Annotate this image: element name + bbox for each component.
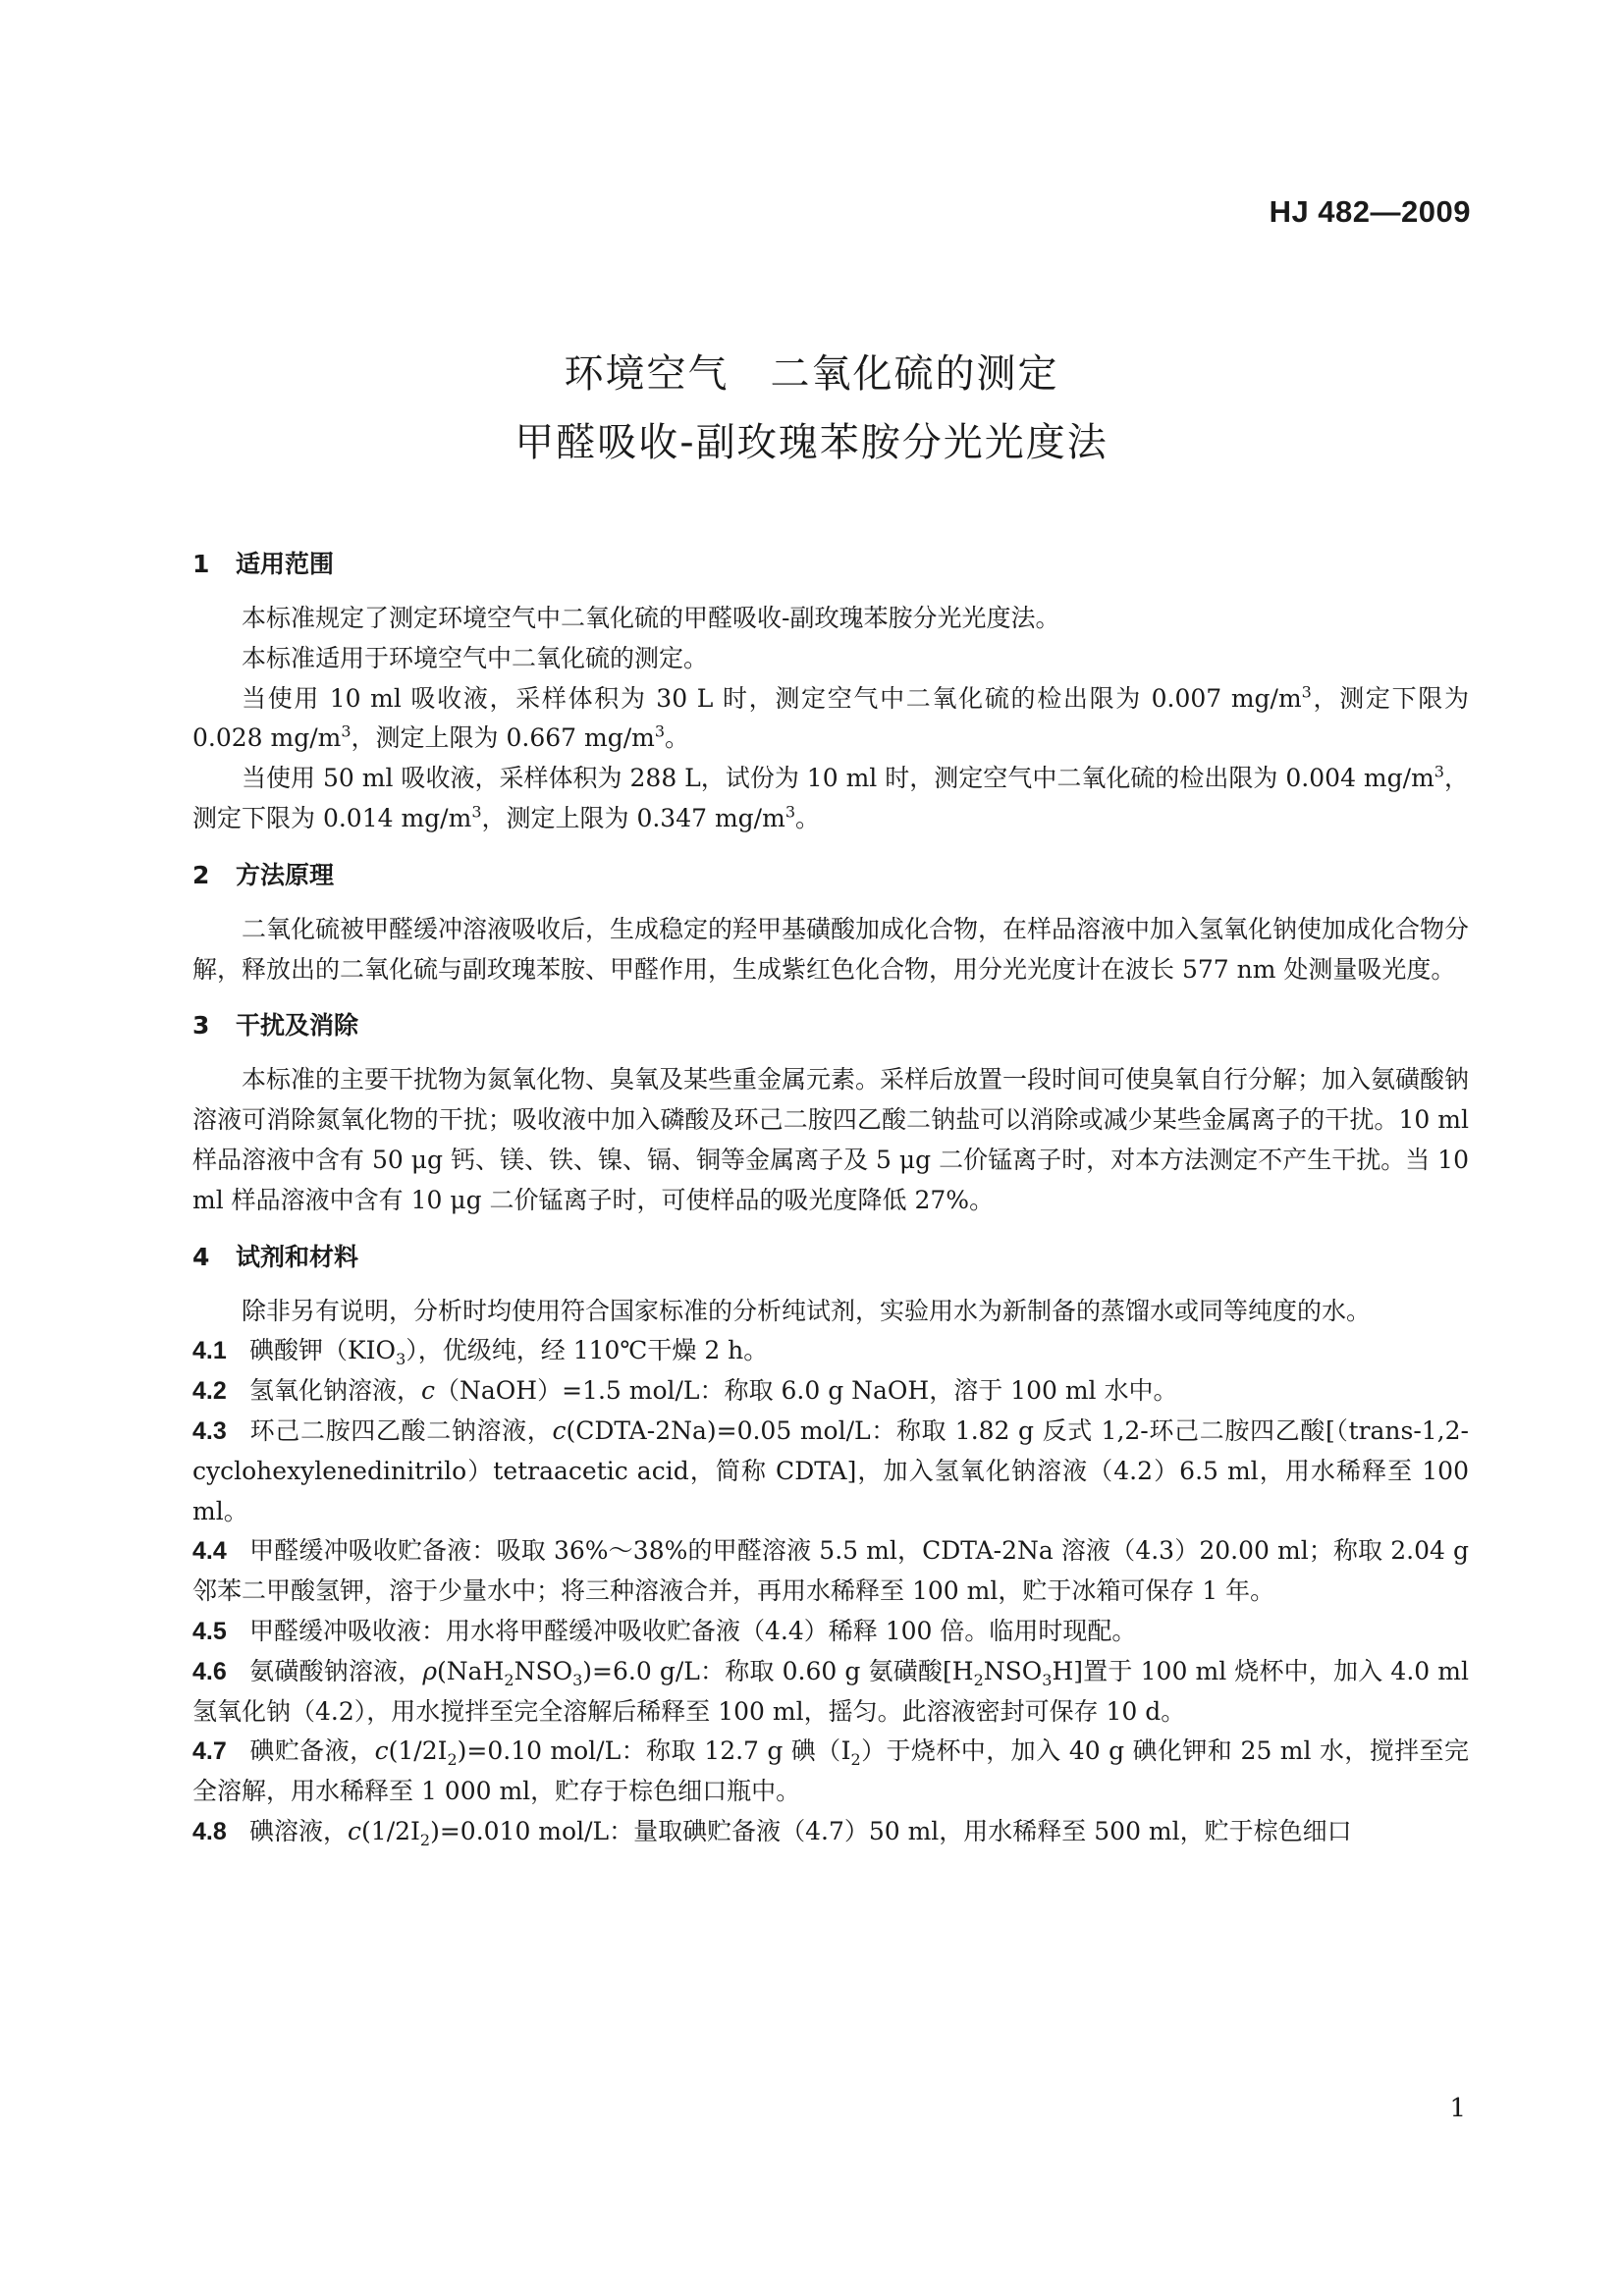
- text-run: 碘贮备液，: [249, 1736, 375, 1766]
- italic-symbol: c: [348, 1816, 362, 1845]
- text-run: 氢氧化钠溶液，: [249, 1376, 422, 1406]
- superscript: 3: [1434, 762, 1444, 781]
- document-body: [192, 545, 1477, 1852]
- text-run: )=0.010 mol/L：量取碘贮备液（4.7）50 ml，用水稀释至 500 ml，贮于棕色细口: [430, 1816, 1352, 1845]
- standard-code: HJ 482—2009: [1269, 194, 1471, 229]
- section-title: 适用范围: [236, 550, 335, 578]
- paragraph: [192, 759, 1469, 839]
- title-line-1: 环境空气 二氧化硫的测定: [564, 351, 1059, 397]
- text-run: 甲醛缓冲吸收液：用水将甲醛缓冲吸收贮备液（4.4）稀释 100 倍。临用时现配。: [249, 1616, 1137, 1645]
- text-run: (1/2I: [388, 1736, 448, 1766]
- superscript: 3: [654, 722, 666, 742]
- list-item-4-8: [192, 1812, 1469, 1852]
- list-item-4-6: [192, 1652, 1477, 1733]
- section-title: 试剂和材料: [236, 1242, 359, 1271]
- italic-symbol: c: [421, 1376, 436, 1406]
- text-run: 。: [665, 723, 690, 753]
- paragraph: [192, 679, 1477, 760]
- section-1-heading: [192, 545, 1469, 584]
- text-run: 当使用 50 ml 吸收液，采样体积为 288 L，试份为 10 ml 时，测定空气中二氧化硫的检出限为 0.004 mg/m: [242, 764, 1434, 793]
- subscript: 2: [504, 1670, 514, 1689]
- page-number: 1: [1449, 2094, 1466, 2123]
- text-run: ，测定下限为 0.014 mg/m: [192, 764, 1469, 832]
- subscript: 2: [850, 1750, 861, 1770]
- list-item-4-7: [192, 1732, 1469, 1812]
- title-line-2: 甲醛吸收-副玫瑰苯胺分光光度法: [514, 420, 1109, 465]
- list-item-4-2: [192, 1371, 1469, 1412]
- paragraph: 除非另有说明，分析时均使用符合国家标准的分析纯试剂，实验用水为新制备的蒸馏水或同等纯度的水。: [242, 1296, 1372, 1325]
- paragraph: 本标准适用于环境空气中二氧化硫的测定。: [242, 643, 709, 672]
- section-title: 干扰及消除: [236, 1011, 359, 1041]
- superscript: 3: [471, 802, 482, 822]
- italic-symbol: c: [552, 1415, 567, 1445]
- list-item-4-1: [192, 1331, 1469, 1371]
- text-run: ，测定下限为 0.028 mg/m: [192, 683, 1477, 753]
- text-run: 甲醛缓冲吸收贮备液：吸取 36%～38%的甲醛溶液 5.5 ml，CDTA-2Na 溶液（4.3）20.00 ml；称取 2.04 g 邻苯二甲酸氢钾，溶于少量水中；将三种溶液合并，再用水稀释至 100 ml，贮于冰箱可保存 1 年。: [192, 1536, 1477, 1606]
- text-run: NSO: [514, 1656, 573, 1685]
- section-2-heading: [192, 856, 1469, 895]
- section-number: 2: [192, 860, 210, 889]
- italic-symbol: c: [374, 1736, 389, 1766]
- text-run: 碘酸钾（KIO: [249, 1336, 397, 1365]
- item-number: 4.4: [192, 1537, 227, 1566]
- superscript: 3: [784, 802, 795, 822]
- section-number: 1: [192, 550, 210, 578]
- text-run: 碘溶液，: [249, 1816, 349, 1845]
- item-number: 4.7: [192, 1737, 227, 1766]
- section-title: 方法原理: [236, 860, 335, 889]
- subscript: 2: [419, 1830, 431, 1849]
- paragraph: 本标准规定了测定环境空气中二氧化硫的甲醛吸收-副玫瑰苯胺分光光度法。: [242, 604, 1060, 632]
- subscript: 3: [396, 1350, 406, 1369]
- text-run: 氨磺酸钠溶液，: [249, 1656, 423, 1685]
- list-item-4-4: [192, 1531, 1477, 1612]
- text-run: (NaH: [437, 1656, 505, 1685]
- text-run: 当使用 10 ml 吸收液，采样体积为 30 L 时，测定空气中二氧化硫的检出限为 0.007 mg/m: [242, 683, 1302, 713]
- text-run: ），优级纯，经 110℃干燥 2 h。: [406, 1336, 769, 1365]
- italic-symbol: ρ: [422, 1656, 438, 1685]
- text-run: )=6.0 g/L：称取 0.60 g 氨磺酸[H: [582, 1656, 974, 1685]
- text-run: )=0.10 mol/L：称取 12.7 g 碘（I: [457, 1736, 851, 1766]
- text-run: H]置于 100 ml 烧杯中，加入 4.0 ml 氢氧化钠（4.2），用水搅拌至完全溶解后稀释至 100 ml，摇匀。此溶液密封可保存 10 d。: [192, 1656, 1477, 1726]
- item-number: 4.2: [192, 1377, 227, 1406]
- text-run: ，测定上限为 0.347 mg/m: [481, 803, 785, 832]
- text-run: 环己二胺四乙酸二钠溶液，: [249, 1415, 553, 1445]
- text-run: （NaOH）=1.5 mol/L：称取 6.0 g NaOH，溶于 100 ml 水中。: [435, 1376, 1178, 1406]
- paragraph: 二氧化硫被甲醛缓冲溶液吸收后，生成稳定的羟甲基磺酸加成化合物，在样品溶液中加入氢氧化钠使加成化合物分解，释放出的二氧化硫与副玫瑰苯胺、甲醛作用，生成紫红色化合物，用分光光度计在波长 577 nm 处测量吸光度。: [192, 914, 1470, 984]
- item-number: 4.5: [192, 1617, 227, 1645]
- list-item-4-3: [192, 1412, 1477, 1531]
- item-number: 4.8: [192, 1817, 227, 1845]
- section-3-heading: [192, 1006, 1469, 1045]
- superscript: 3: [1301, 682, 1312, 702]
- section-number: 3: [192, 1011, 210, 1041]
- text-run: 。: [795, 803, 821, 832]
- text-run: (CDTA-2Na)=0.05 mol/L：称取 1.82 g 反式 1,2-环己二胺四乙酸[（trans-1,2-cyclohexylenedinitrilo）tetraacetic acid，简称 CDTA]，加入氢氧化钠溶液（4.2）6.5 ml，用水稀释至 100 ml。: [192, 1415, 1477, 1525]
- text-run: ）于烧杯中，加入 40 g 碘化钾和 25 ml 水，搅拌至完全溶解，用水稀释至 1 000 ml，贮存于棕色细口瓶中。: [192, 1736, 1469, 1806]
- subscript: 3: [1042, 1670, 1053, 1689]
- section-4-heading: [192, 1238, 1469, 1277]
- item-number: 4.6: [192, 1657, 227, 1685]
- item-number: 4.1: [192, 1337, 227, 1365]
- paragraph: 本标准的主要干扰物为氮氧化物、臭氧及某些重金属元素。采样后放置一段时间可使臭氧自行分解；加入氨磺酸钠溶液可消除氮氧化物的干扰；吸收液中加入磷酸及环己二胺四乙酸二钠盐可以消除或减少某些金属离子的干扰。10 ml 样品溶液中含有 50 μg 钙、镁、铁、镍、镉、铜等金属离子及 5 μg 二价锰离子时，对本方法测定不产生干扰。当 10 ml 样品溶液中含有 10 μg 二价锰离子时，可使样品的吸光度降低 27%。: [192, 1065, 1477, 1214]
- section-number: 4: [192, 1242, 210, 1271]
- subscript: 2: [447, 1750, 458, 1770]
- document-title: [0, 340, 1623, 477]
- text-run: ，测定上限为 0.667 mg/m: [351, 723, 655, 753]
- subscript: 3: [572, 1670, 583, 1689]
- text-run: NSO: [983, 1656, 1043, 1685]
- superscript: 3: [341, 722, 352, 742]
- item-number: 4.3: [192, 1416, 227, 1445]
- subscript: 2: [973, 1670, 984, 1689]
- list-item-4-5: [192, 1612, 1469, 1652]
- text-run: (1/2I: [361, 1816, 420, 1845]
